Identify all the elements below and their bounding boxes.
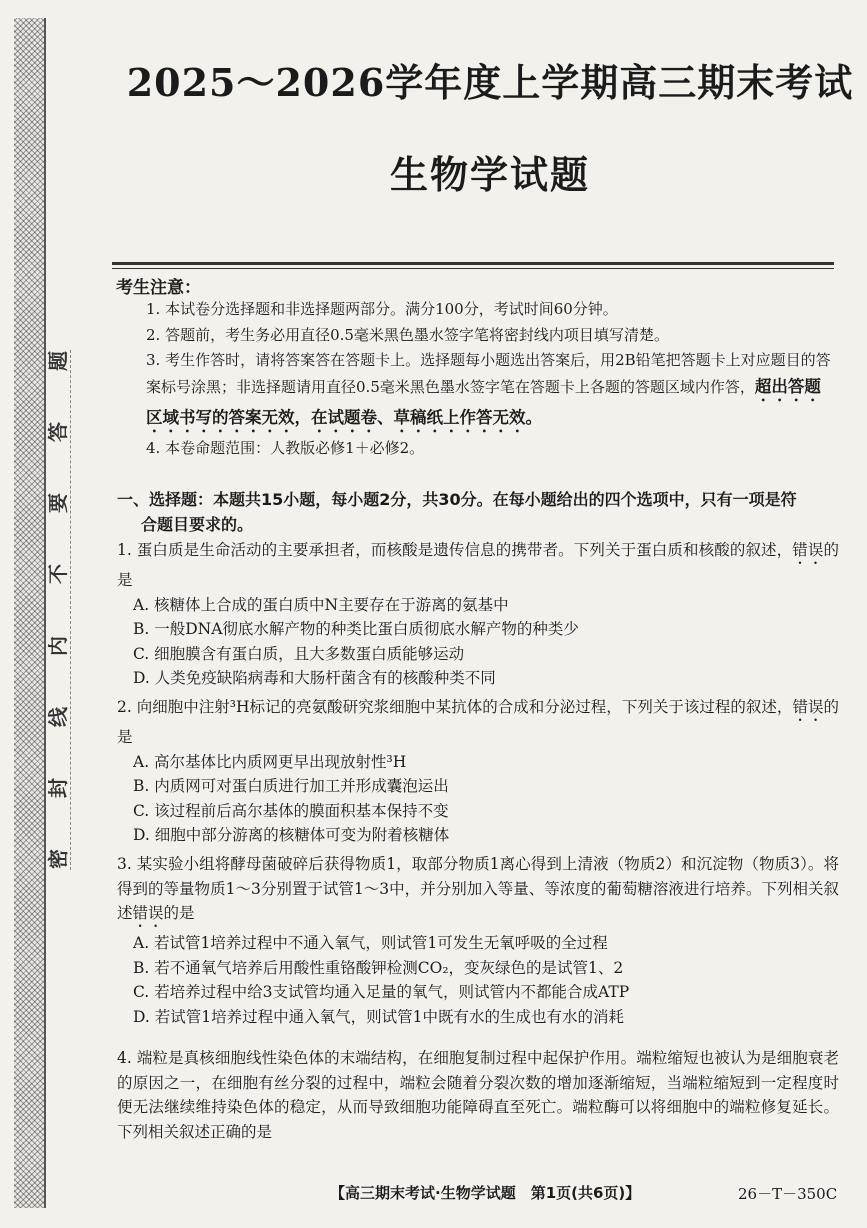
notice-item: 1. 本试卷分选择题和非选择题两部分。满分100分，考试时间60分钟。 — [146, 300, 618, 318]
section-heading — [117, 487, 837, 537]
question-4 — [117, 1046, 839, 1144]
question-stem: 4. 端粒是真核细胞线性染色体的末端结构，在细胞复制过程中起保护作用。端粒缩短也被认为是细胞衰老的原因之一，在细胞有丝分裂的过程中，端粒会随着分裂次数的增加逐渐缩短，当端粒缩短到一定程度时便无法继续维持染色体的稳定，从而导致细胞功能障碍直至死亡。端粒酶可以将细胞中的端粒修复延长。下列相关叙述正确的是 — [117, 1049, 839, 1141]
thick-divider — [112, 262, 834, 265]
option: D. 细胞中部分游离的核糖体可变为附着核糖体 — [133, 826, 450, 844]
seal-char: 线 — [46, 706, 70, 727]
seal-char: 密 — [46, 848, 70, 869]
stem-text: 的是 — [117, 698, 839, 746]
stem-emphasis: 错误 — [792, 698, 824, 716]
seal-dashed-line — [70, 350, 73, 870]
option: B. 一般DNA彻底水解产物的种类比蛋白质彻底水解产物的种类少 — [133, 620, 579, 638]
exam-title: 2025～2026学年度上学期高三期末考试 — [126, 60, 854, 105]
seal-strip-pattern — [14, 18, 46, 1208]
paper-code: 26－T－350C — [738, 1185, 838, 1203]
question-stem — [117, 695, 839, 750]
option: A. 若试管1培养过程中不通入氧气，则试管1可发生无氧呼吸的全过程 — [133, 934, 608, 952]
section-line: 合题目要求的。 — [141, 515, 254, 534]
notice-item: 2. 答题前，考生务必用直径0.5毫米黑色墨水签字笔将密封线内项目填写清楚。 — [146, 325, 669, 344]
seal-char: 封 — [46, 777, 70, 798]
stem-text: 的是 — [163, 904, 195, 922]
notice-item: 4. 本卷命题范围：人教版必修1＋必修2。 — [146, 438, 425, 457]
page-footer: 【高三期末考试·生物学试题 第1页(共6页)】 — [330, 1184, 641, 1202]
option: D. 若试管1培养过程中通入氧气，则试管1中既有水的生成也有水的消耗 — [133, 1007, 624, 1026]
notice-heading: 考生注意： — [116, 278, 201, 298]
stem-text: 的是 — [117, 541, 839, 589]
section-line: 一、选择题：本题共15小题，每小题2分，共30分。在每小题给出的四个选项中，只有一项是符 — [117, 490, 797, 509]
option: C. 若培养过程中给3支试管均通入足量的氧气，则试管内不都能合成ATP — [133, 983, 630, 1001]
notice-emphasis: 超出答题区域书写的答案无效，在试题卷、草稿纸上作答无效。 — [146, 376, 821, 427]
option: C. 该过程前后高尔基体的膜面积基本保持不变 — [133, 801, 449, 820]
stem-emphasis: 错误 — [132, 904, 164, 922]
seal-char: 内 — [46, 635, 70, 656]
question-2 — [117, 695, 839, 848]
notice-item — [146, 348, 836, 436]
seal-line-text — [47, 350, 69, 870]
seal-char: 题 — [46, 351, 70, 371]
thin-divider — [112, 268, 834, 269]
option: B. 若不通氧气培养后用酸性重铬酸钾检测CO₂，变灰绿色的是试管1、2 — [133, 958, 624, 977]
option: B. 内质网可对蛋白质进行加工并形成囊泡运出 — [133, 777, 449, 795]
option: D. 人类免疫缺陷病毒和大肠杆菌含有的核酸种类不同 — [133, 669, 496, 687]
seal-char: 不 — [46, 564, 70, 585]
notice-item-text: 3. 考生作答时，请将答案答在答题卡上。选择题每小题选出答案后，用2B铅笔把答题卡上对应题目的答案标号涂黑；非选择题请用直径0.5毫米黑色墨水签字笔在答题卡上各题的答题区域内作答， — [146, 351, 831, 396]
stem-text: 2. 向细胞中注射³H标记的亮氨酸研究浆细胞中某抗体的合成和分泌过程，下列关于该过程的叙述， — [117, 698, 793, 716]
question-1 — [117, 538, 839, 691]
stem-emphasis: 错误 — [792, 541, 824, 559]
option: A. 高尔基体比内质网更早出现放射性³H — [133, 752, 407, 771]
seal-char: 答 — [46, 422, 70, 443]
stem-text: 3. 某实验小组将酵母菌破碎后获得物质1，取部分物质1离心得到上清液（物质2）和沉淀物（物质3）。将得到的等量物质1～3分别置于试管1～3中，并分别加入等量、等浓度的葡萄糖溶液进行培养。下列相关叙述 — [117, 855, 839, 922]
question-stem — [117, 852, 839, 931]
option: C. 细胞膜含有蛋白质，且大多数蛋白质能够运动 — [133, 644, 465, 663]
subject-title: 生物学试题 — [389, 152, 590, 197]
question-stem — [117, 538, 839, 593]
notice-list — [146, 297, 836, 461]
stem-text: 1. 蛋白质是生命活动的主要承担者，而核酸是遗传信息的携带者。下列关于蛋白质和核酸的叙述， — [117, 541, 793, 559]
seal-char: 要 — [46, 493, 70, 514]
option: A. 核糖体上合成的蛋白质中N主要存在于游离的氨基中 — [133, 595, 509, 614]
question-3 — [117, 852, 839, 1029]
